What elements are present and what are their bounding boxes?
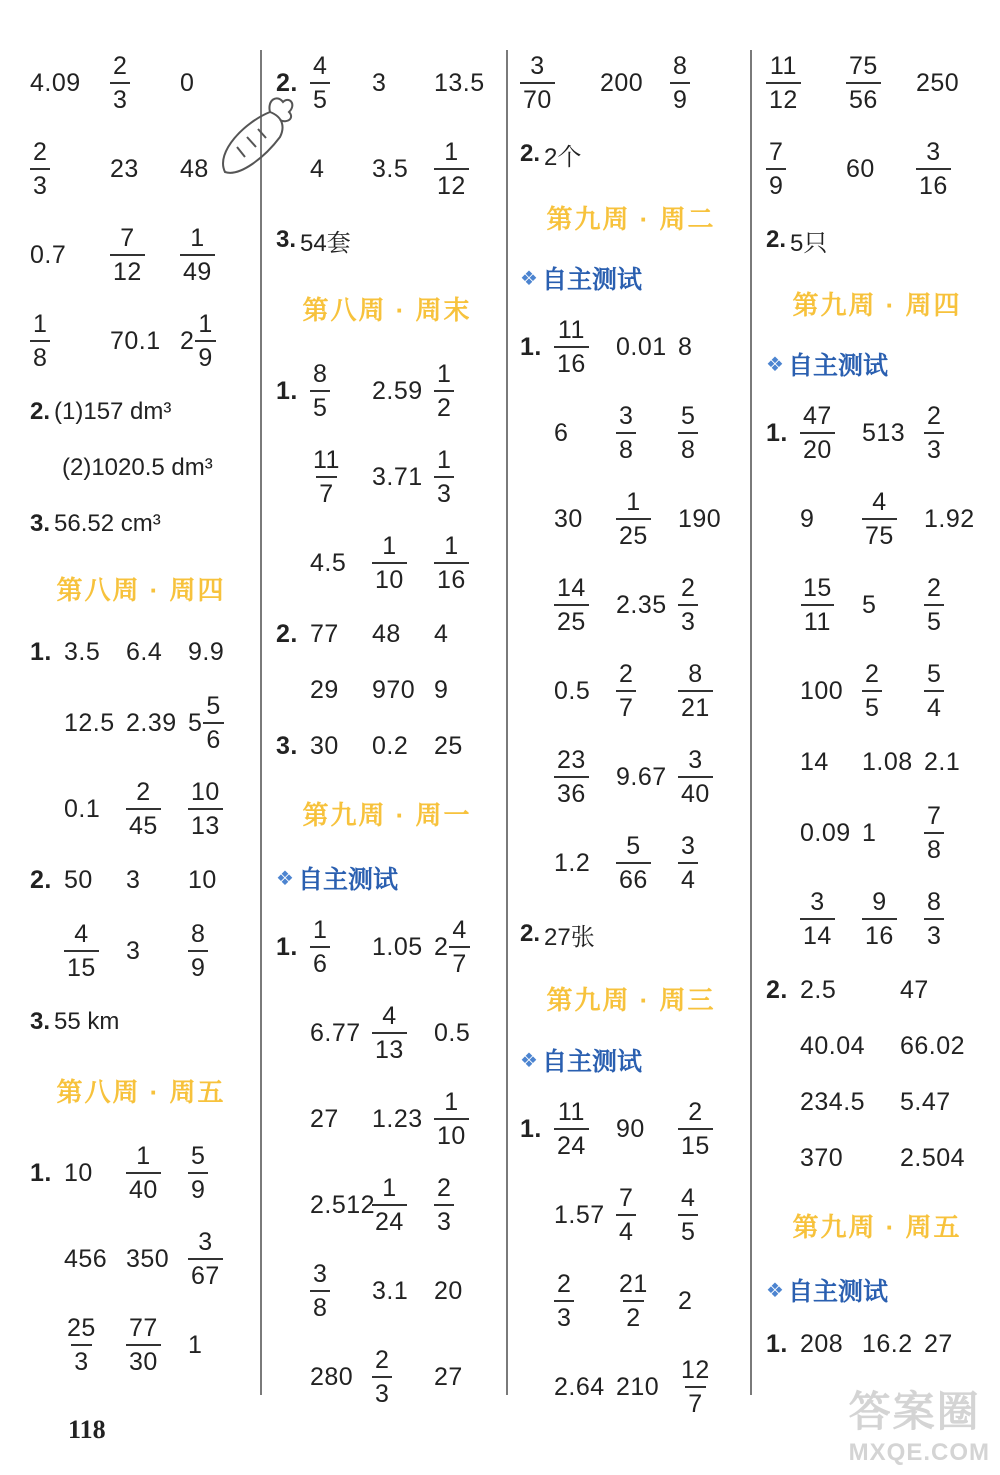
answer-column-1 [30,40,252,1388]
sub-heading: ❖ 自主测试 [766,352,888,380]
answer-row [766,962,988,1018]
fraction: $\frac{23}{36}$ [554,748,589,807]
answer-row [30,1302,252,1388]
diamond-icon: ❖ [520,267,538,290]
fraction: $\frac{7}{4}$ [616,1186,636,1245]
fraction: $\frac{47}{20}$ [800,404,835,463]
answer-value: 48 [372,619,401,648]
fraction: $\frac{3}{8}$ [310,1262,330,1321]
fraction: $\frac{12}{7}$ [681,1355,710,1418]
question-label: 1. [520,332,542,361]
answer-row [276,40,498,126]
fraction: $\frac{4}{7}$ [449,918,469,977]
section-heading: 第九周 · 周一 [302,799,472,830]
answer-text: (1)157 dm³ [54,398,172,425]
answer-value: 190 [678,504,722,533]
answer-row [520,1172,742,1258]
answer-row [30,908,252,994]
answer-value: 9 [800,504,815,533]
fraction: $\frac{3}{67}$ [188,1230,223,1289]
answer-column-4 [766,40,988,1372]
fraction: $\frac{4}{13}$ [372,1004,407,1063]
diamond-icon: ❖ [276,867,294,890]
fraction: $\frac{1}{25}$ [616,490,651,549]
answer-value: 9.67 [616,762,667,791]
answer-row [276,904,498,990]
answer-value: 1 [862,818,877,847]
fraction: $\frac{1}{2}$ [434,362,454,421]
fraction: $\frac{5}{8}$ [678,404,698,463]
answer-row [520,648,742,734]
fraction: $\frac{1}{24}$ [372,1176,407,1235]
fraction: $\frac{5}{4}$ [924,662,944,721]
answer-value: 30 [554,504,583,533]
fraction: $\frac{7}{8}$ [924,804,944,863]
fraction: $\frac{2}{3}$ [110,54,130,113]
answer-value: 234.5 [800,1087,866,1116]
fraction: $\frac{3}{16}$ [916,140,951,199]
answer-value: 3 [126,865,141,894]
question-label: 2. [766,975,788,1004]
answer-value: 2.64 [554,1372,605,1401]
fraction: $\frac{8}{3}$ [924,890,944,949]
answer-row [276,1248,498,1334]
section-heading: 第八周 · 周五 [56,1076,226,1107]
mixed-number: 2 $\frac{4}{7}$ [434,918,470,977]
fraction: $\frac{3}{14}$ [800,890,835,949]
fraction: $\frac{8}{9}$ [188,922,208,981]
question-label: 3. [30,510,51,537]
answer-row [520,820,742,906]
fraction: $\frac{7}{9}$ [766,140,786,199]
answer-row [30,1130,252,1216]
section-heading: 第八周 · 周末 [302,294,472,325]
answer-value: 2.59 [372,376,423,405]
answer-row [276,348,498,434]
question-label: 2. [30,398,51,425]
answer-value: 50 [64,865,93,894]
answer-row [520,304,742,390]
answer-value: 29 [310,675,339,704]
fraction: $\frac{5}{66}$ [616,834,651,893]
section-heading: 第九周 · 周五 [792,1211,962,1242]
answer-value: 5.47 [900,1087,951,1116]
answer-value: 4.5 [310,548,347,577]
answer-value: 66.02 [900,1031,966,1060]
answer-value: 513 [862,418,906,447]
question-label: 1. [766,1329,788,1358]
answer-value: 5 [862,590,877,619]
fraction: $\frac{2}{5}$ [862,662,882,721]
answer-row [766,1316,988,1372]
answer-row [276,126,498,212]
answer-value: 2.1 [924,747,961,776]
answer-value: 27 [924,1329,953,1358]
fraction: $\frac{2}{7}$ [616,662,636,721]
answer-value: 77 [310,619,339,648]
answer-row [30,766,252,852]
answer-value: 208 [800,1329,844,1358]
fraction: $\frac{1}{8}$ [30,312,50,371]
answer-value: 3.5 [64,637,101,666]
answer-row [276,434,498,520]
question-label: 1. [766,418,788,447]
answer-value: 8 [678,332,693,361]
question-label: 1. [276,376,298,405]
answer-value: 70.1 [110,326,161,355]
fraction: $\frac{11}{16}$ [554,318,589,377]
answer-value: 3.71 [372,462,423,491]
answer-row [766,876,988,962]
answer-value: 60 [846,154,875,183]
answer-value: 16.2 [862,1329,913,1358]
answer-value: 370 [800,1143,844,1172]
fraction: $\frac{2}{3}$ [372,1348,392,1407]
answer-value: 1.92 [924,504,975,533]
answer-value: 9 [434,675,449,704]
answer-row [276,1076,498,1162]
answer-value: 0.1 [64,794,101,823]
fraction: $\frac{4}{15}$ [64,922,99,981]
fraction: $\frac{1}{9}$ [195,312,215,371]
question-label: 1. [276,932,298,961]
fraction: $\frac{8}{5}$ [310,362,330,421]
answer-value: 0.01 [616,332,667,361]
answer-value: 14 [800,747,829,776]
diamond-icon: ❖ [520,1049,538,1072]
fraction: $\frac{5}{9}$ [188,1144,208,1203]
question-label: 1. [520,1114,542,1143]
answer-value: 6.77 [310,1018,361,1047]
answer-value: 1.2 [554,848,591,877]
answer-value: 0 [180,68,195,97]
question-label: 2. [30,865,52,894]
answer-value: 250 [916,68,960,97]
answer-value: 1.08 [862,747,913,776]
answer-row [30,624,252,680]
answer-value: 9.9 [188,637,225,666]
answer-value: 100 [800,676,844,705]
sub-heading: ❖ 自主测试 [766,1278,888,1306]
section-heading: 第九周 · 周三 [546,984,716,1015]
answer-row [766,126,988,212]
answer-row [276,990,498,1076]
answer-row [520,562,742,648]
fraction: $\frac{9}{16}$ [862,890,897,949]
answer-row [276,718,498,774]
answer-row [30,40,252,126]
fraction: $\frac{14}{25}$ [554,576,589,635]
answer-value: 200 [600,68,644,97]
fraction: $\frac{15}{11}$ [800,576,835,635]
answer-value: 3.1 [372,1276,409,1305]
mixed-number: 2 $\frac{1}{9}$ [180,312,216,371]
answer-value: 1.05 [372,932,423,961]
diamond-icon: ❖ [766,353,784,376]
answer-value: 0.5 [434,1018,471,1047]
watermark: 答案圈 MXQE.COM [848,1388,990,1466]
answer-value: 3 [126,936,141,965]
fraction: $\frac{1}{40}$ [126,1144,161,1203]
mixed-number: 5 $\frac{5}{6}$ [188,694,224,753]
answer-row [766,562,988,648]
answer-value: 1.23 [372,1104,423,1133]
answer-column-3 [520,40,742,1430]
answer-value: 0.7 [30,240,67,269]
answer-value: 27 [310,1104,339,1133]
answer-value: 970 [372,675,416,704]
fraction: $\frac{2}{45}$ [126,780,161,839]
answer-value: 2.512 [310,1190,376,1219]
fraction: $\frac{11}{24}$ [554,1100,589,1159]
fraction: $\frac{77}{30}$ [126,1316,161,1375]
answer-value: 2.35 [616,590,667,619]
answer-row [766,476,988,562]
fraction: $\frac{4}{5}$ [678,1186,698,1245]
question-label: 1. [30,1158,52,1187]
answer-row [766,1130,988,1186]
answer-text: 2个 [544,143,582,171]
fraction: $\frac{3}{4}$ [678,834,698,893]
fraction: $\frac{11}{7}$ [313,445,340,508]
answer-row [30,852,252,908]
fraction: $\frac{1}{12}$ [434,140,469,199]
answer-value: 4.09 [30,68,81,97]
question-label: 3. [276,731,298,760]
fraction: $\frac{75}{56}$ [846,54,881,113]
fraction: $\frac{2}{3}$ [30,140,50,199]
fraction: $\frac{7}{12}$ [110,226,145,285]
answer-value: 1.57 [554,1200,605,1229]
fraction: $\frac{1}{6}$ [310,918,330,977]
fraction: $\frac{8}{9}$ [670,54,690,113]
answer-value: 6.4 [126,637,163,666]
answer-text: 27张 [544,923,595,951]
fraction: $\frac{3}{8}$ [616,404,636,463]
answer-row [766,1018,988,1074]
question-label: 2. [276,68,298,97]
answer-value: 280 [310,1362,354,1391]
answer-value: 20 [434,1276,463,1305]
answer-value: 13.5 [434,68,485,97]
question-label: 2. [766,226,787,253]
answer-row [276,1162,498,1248]
answer-row [766,648,988,734]
answer-value: 12.5 [64,708,115,737]
answer-row [766,790,988,876]
answer-value: 3 [372,68,387,97]
answer-row [30,212,252,298]
question-label: 2. [520,920,541,947]
fraction: $\frac{1}{3}$ [434,448,454,507]
answer-row [520,1258,742,1344]
fraction: $\frac{1}{49}$ [180,226,215,285]
fraction: $\frac{2}{15}$ [678,1100,713,1159]
answer-value: 40.04 [800,1031,866,1060]
answer-row [520,1344,742,1430]
fraction: $\frac{3}{40}$ [678,748,713,807]
answer-value: 2 [678,1286,693,1315]
answer-row [520,40,742,126]
column-divider [750,50,752,1395]
answer-text: 55 km [54,1008,120,1035]
answer-value: 10 [64,1158,93,1187]
answer-row [520,1086,742,1172]
answer-value: 48 [180,154,209,183]
answer-row [276,662,498,718]
fraction: $\frac{10}{13}$ [188,780,223,839]
answer-value: 30 [310,731,339,760]
answer-value: 456 [64,1244,108,1273]
section-heading: 第九周 · 周四 [792,289,962,320]
answer-text: 54套 [300,229,351,257]
question-label: 3. [30,1008,51,1035]
fraction: $\frac{11}{12}$ [766,54,801,113]
answer-row [520,734,742,820]
fraction: $\frac{2}{3}$ [678,576,698,635]
answer-value: 1 [188,1330,203,1359]
answer-value: 2.504 [900,1143,966,1172]
fraction: $\frac{8}{21}$ [678,662,713,721]
fraction: $\frac{3}{70}$ [520,54,555,113]
sub-heading: ❖ 自主测试 [520,1048,642,1076]
answer-row [766,734,988,790]
answer-text: 56.52 cm³ [54,510,161,537]
answer-value: 47 [900,975,929,1004]
answer-text: (2)1020.5 dm³ [62,454,213,481]
answer-row [30,1216,252,1302]
fraction: $\frac{2}{5}$ [924,576,944,635]
column-divider [506,50,508,1395]
answer-value: 0.2 [372,731,409,760]
question-label: 2. [520,140,541,167]
answer-value: 10 [188,865,217,894]
answer-value: 3.5 [372,154,409,183]
fraction: $\frac{1}{16}$ [434,534,469,593]
fraction: $\frac{2}{3}$ [924,404,944,463]
answer-value: 2.5 [800,975,837,1004]
fraction: $\frac{2}{3}$ [554,1272,574,1331]
answer-value: 23 [110,154,139,183]
fraction: $\frac{21}{2}$ [619,1269,648,1332]
answer-row [520,390,742,476]
answer-row [766,1074,988,1130]
fraction: $\frac{2}{3}$ [434,1176,454,1235]
fraction: $\frac{5}{6}$ [203,694,223,753]
answer-value: 90 [616,1114,645,1143]
fraction: $\frac{4}{75}$ [862,490,897,549]
sub-heading: ❖ 自主测试 [276,866,398,894]
fraction: $\frac{1}{10}$ [434,1090,469,1149]
answer-value: 350 [126,1244,170,1273]
answer-value: 210 [616,1372,660,1401]
question-label: 3. [276,226,297,253]
answer-value: 4 [310,154,325,183]
answer-value: 6 [554,418,569,447]
question-label: 1. [30,637,52,666]
answer-row [276,520,498,606]
section-heading: 第八周 · 周四 [56,574,226,605]
answer-row [276,1334,498,1420]
section-heading: 第九周 · 周二 [546,203,716,234]
diamond-icon: ❖ [766,1279,784,1302]
answer-text: 5只 [790,229,828,257]
fraction: $\frac{4}{5}$ [310,54,330,113]
answer-row [276,606,498,662]
answer-value: 27 [434,1362,463,1391]
answer-row [766,40,988,126]
answer-column-2 [276,40,498,1420]
sub-heading: ❖ 自主测试 [520,266,642,294]
answer-value: 0.09 [800,818,851,847]
answer-row [30,298,252,384]
page-number: 118 [68,1415,106,1444]
answer-value: 25 [434,731,463,760]
fraction: $\frac{1}{10}$ [372,534,407,593]
answer-row [30,680,252,766]
answer-row [766,390,988,476]
answer-value: 4 [434,619,449,648]
answer-row [30,126,252,212]
answer-row [520,476,742,562]
fraction: $\frac{25}{3}$ [67,1313,96,1376]
answer-value: 0.5 [554,676,591,705]
answer-value: 2.39 [126,708,177,737]
question-label: 2. [276,619,298,648]
column-divider [260,50,262,1395]
